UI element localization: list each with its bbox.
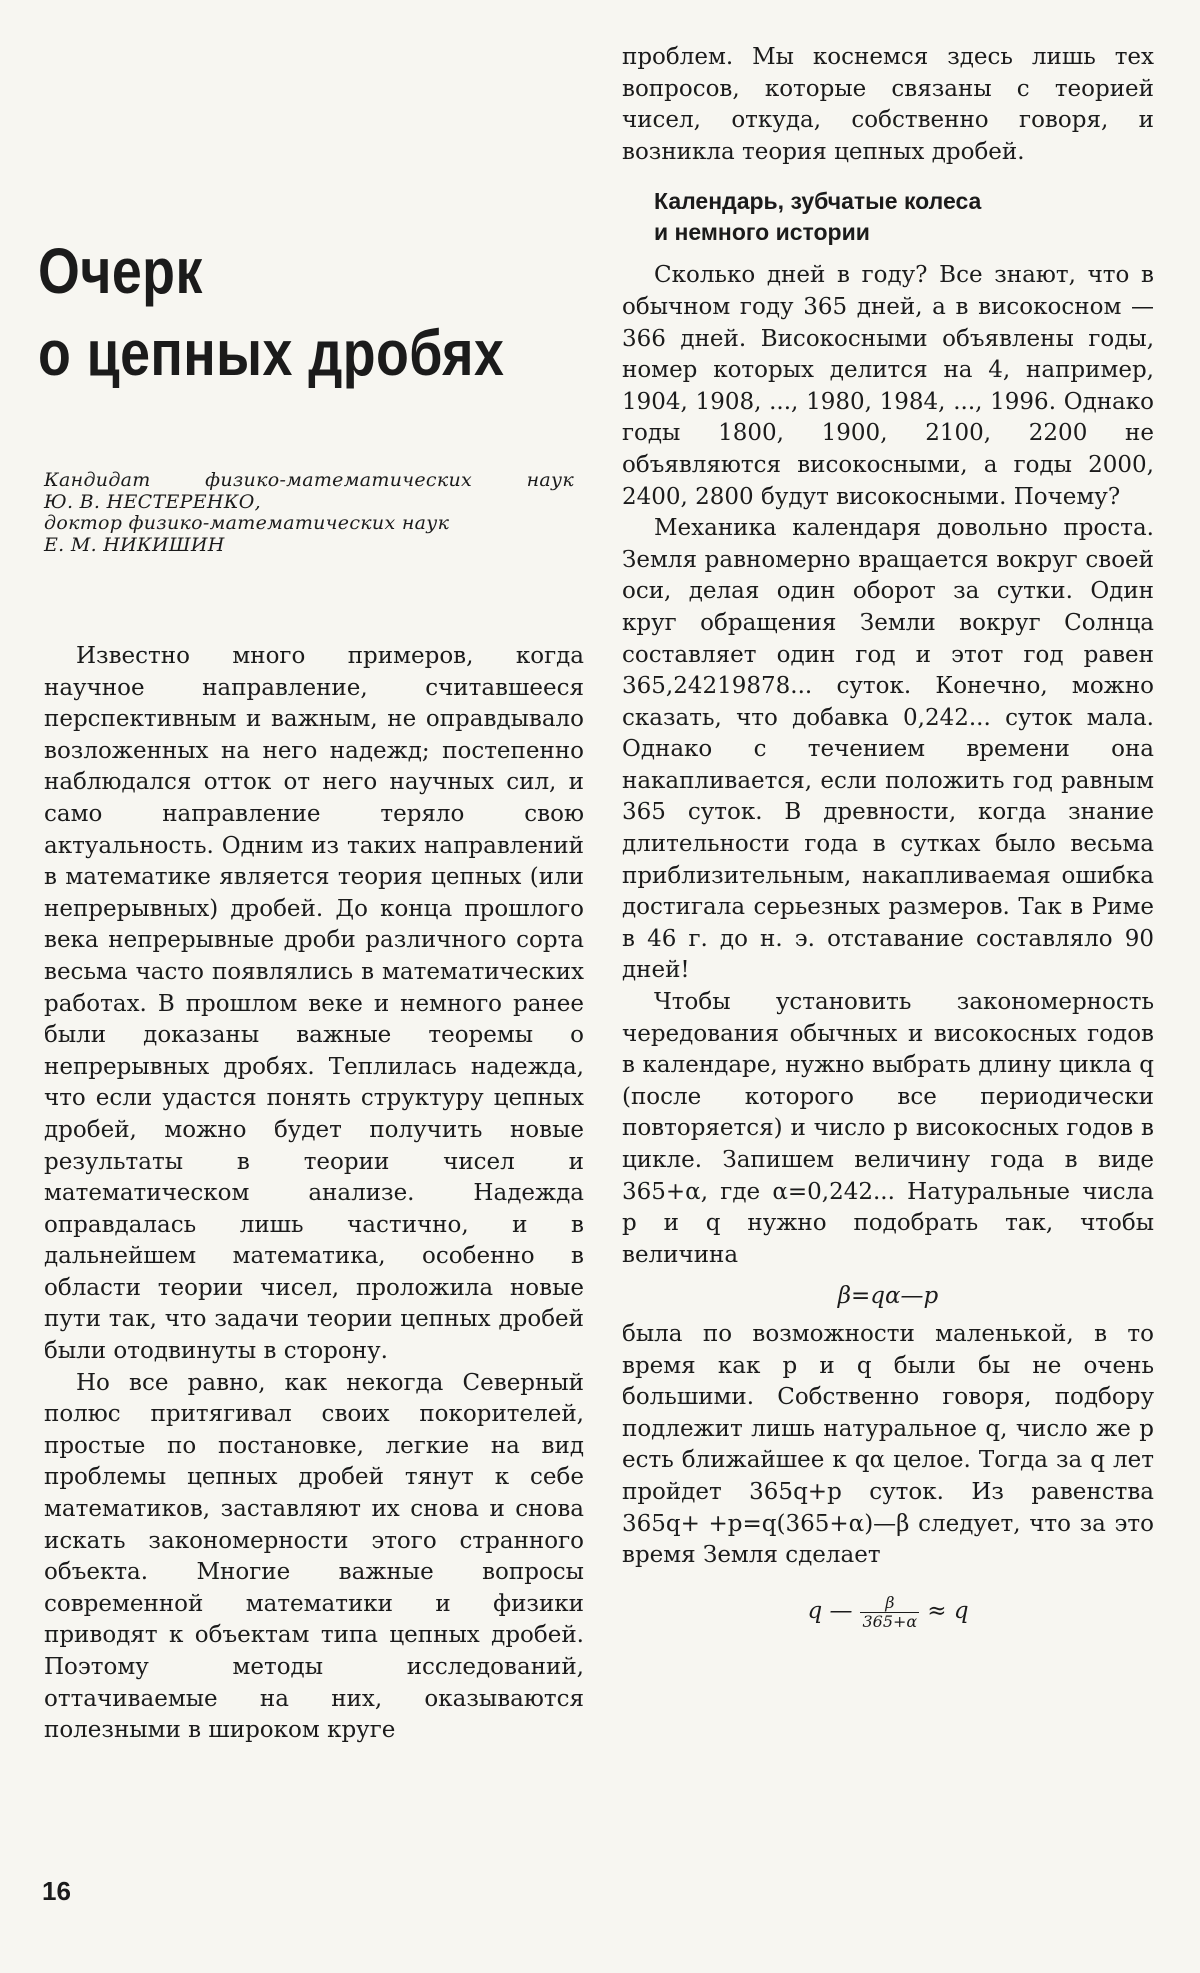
section-heading-line-2: и немного истории [654,219,870,246]
author-1-degree: Кандидат физико-математических наук [44,469,574,491]
fraction-denominator: 365+α [862,1611,918,1631]
title-line-1: Очерк [38,235,203,307]
calendar-paragraph-1: Сколько дней в году? Все знают, что в обычном году 365 дней, а в високосном — 366 дней. Високосными объявлены годы, номер которых делится на 4, например, 1904, 1908, ..., 1980, 1984, ..., 1996. Однако годы 1800, 1900, 2100, 2200 не объявляются високосными, а годы 2000, 2400, 2800 будут високосными. Почему? [622,262,1154,510]
title-line-2: о цепных дробях [38,317,505,389]
beta-formula: β=qα—p [837,1283,939,1310]
formula-fraction [860,1594,919,1631]
section-heading [654,186,1154,248]
left-column [44,641,584,1747]
right-column [622,42,1154,1631]
author-1-name: Ю. В. НЕСТЕРЕНКО, [44,490,261,513]
calendar-paragraph-3: Чтобы установить закономерность чередования обычных и високосных годов в календаре, нужно выбрать длину цикла q (после которого все периодически повторяется) и число p високосных годов в цикле. Запишем величину года в виде 365+α, где α=0,242... Натуральные числа p и q нужно подобрать так, чтобы величина [622,989,1154,1268]
author-2-degree: доктор физико-математических наук [44,512,450,534]
section-heading-line-1: Календарь, зубчатые колеса [654,188,982,215]
intro-paragraph-2: Но все равно, как некогда Северный полюс притягивал своих покорителей, простые по постановке, легкие на вид проблемы цепных дробей тянут к себе математиков, заставляют их снова и снова искать закономерности этого странного объекта. Многие важные вопросы современной математики и физики приводят к объектам типа цепных дробей. Поэтому методы исследований, оттачиваемые на них, оказываются полезными в широком круге [44,1369,584,1744]
rotation-formula [622,1594,1154,1631]
calendar-paragraph-2: Механика календаря довольно проста. Земля равномерно вращается вокруг своей оси, делая один оборот за сутки. Один круг обращения Земли вокруг Солнца составляет один год и этот год равен 365,24219878... суток. Конечно, можно сказать, что добавка 0,242... суток мала. Однако с течением времени она накапливается, если положить год равным 365 суток. В древности, когда знание длительности года в сутках было весьма приблизительным, накапливаемая ошибка достигала серьезных размеров. Так в Риме в 46 г. до н. э. отставание составляло 90 дней! [622,515,1154,984]
fraction-numerator: β [885,1592,895,1612]
article-title [38,230,508,394]
intro-paragraph-1: Известно много примеров, когда научное направление, считавшееся перспективным и важным, не оправдывало возложенных на него надежд; постепенно наблюдался отток от него научных сил, и само направление теряло свою актуальность. Одним из таких направлений в математике является теория цепных (или непрерывных) дробей. До конца прошлого века непрерывные дроби различного сорта весьма часто появлялись в математических работах. В прошлом веке и немного ранее были доказаны важные теоремы о непрерывных дробях. Теплилась надежда, что если удастся понять структуру цепных дробей, можно будет получить новые результаты в теории чисел и математическом анализе. Надежда оправдалась лишь частично, и в дальнейшем математика, особенно в области теории чисел, проложила новые пути так, что задачи теории цепных дробей были отодвинуты в сторону. [44,643,584,1365]
page-number: 16 [42,1876,71,1906]
formula-left-term: q — [807,1598,853,1625]
intro-paragraph-continuation: проблем. Мы коснемся здесь лишь тех вопросов, которые связаны с теорией чисел, откуда, собственно говоря, и возникла теория цепных дробей. [622,44,1154,165]
formula-right-term: ≈ q [927,1598,969,1625]
author-2-name: Е. М. НИКИШИН [44,533,225,556]
author-byline [44,470,574,556]
calendar-paragraph-4: была по возможности маленькой, в то время как p и q были бы не очень большими. Собственно говоря, подбору подлежит лишь натуральное q, число же p есть ближайшее к qα целое. Тогда за q лет пройдет 365q+p суток. Из равенства 365q+ +p=q(365+α)—β следует, что за это время Земля сделает [622,1320,1154,1569]
